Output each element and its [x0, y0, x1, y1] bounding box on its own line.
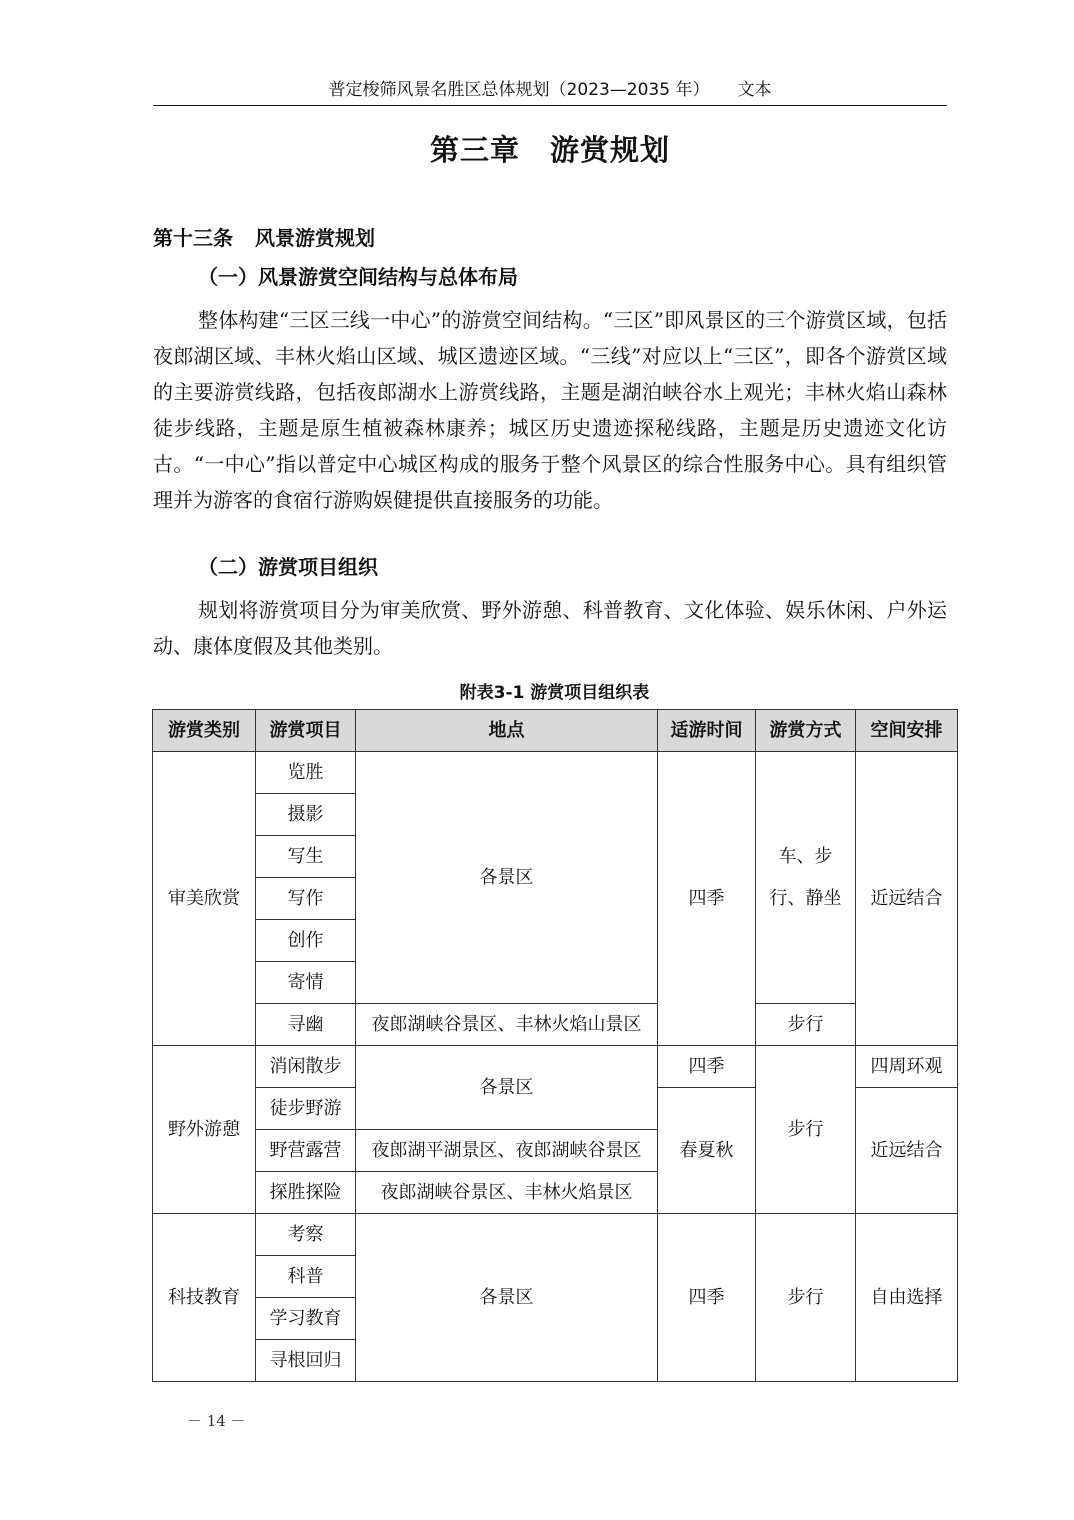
page-number: － 14 －	[187, 1412, 246, 1430]
article-title: 风景游赏规划	[255, 226, 375, 250]
document-title: 普定梭筛风景名胜区总体规划（2023—2035 年）	[328, 80, 710, 100]
season-cell: 春夏秋	[658, 1088, 756, 1214]
item-cell: 摄影	[256, 794, 356, 836]
item-cell: 写作	[256, 878, 356, 920]
mode-text: 车、步行、静坐	[769, 845, 842, 909]
header-season: 适游时间	[658, 710, 756, 752]
season-cell: 四季	[658, 752, 756, 1046]
chapter-number: 第三章	[429, 133, 520, 167]
section1-heading: （一）风景游赏空间结构与总体布局	[198, 265, 518, 289]
article-heading	[153, 222, 375, 254]
item-cell: 探胜探险	[256, 1172, 356, 1214]
tour-items-table	[152, 709, 958, 1382]
section2-heading: （二）游赏项目组织	[198, 555, 378, 579]
item-cell: 徒步野游	[256, 1088, 356, 1130]
item-cell: 考察	[256, 1214, 356, 1256]
section2-paragraph: 规划将游赏项目分为审美欣赏、野外游憩、科普教育、文化体验、娱乐休闲、户外运动、康体度假及其他类别。	[153, 598, 947, 658]
mode-cell: 步行	[756, 1046, 856, 1214]
category-cell: 科技教育	[153, 1214, 256, 1382]
space-cell: 近远结合	[856, 1088, 958, 1214]
chapter-name: 游赏规划	[550, 133, 671, 167]
location-cell: 夜郎湖峡谷景区、丰林火焰山景区	[356, 1004, 658, 1046]
header-space: 空间安排	[856, 710, 958, 752]
header-category: 游赏类别	[153, 710, 256, 752]
mode-cell: 步行	[756, 1214, 856, 1382]
item-cell: 寻幽	[256, 1004, 356, 1046]
season-cell: 四季	[658, 1214, 756, 1382]
location-cell: 夜郎湖峡谷景区、丰林火焰景区	[356, 1172, 658, 1214]
table-row	[153, 1004, 958, 1046]
season-cell: 四季	[658, 1046, 756, 1088]
space-cell: 四周环观	[856, 1046, 958, 1088]
space-cell: 自由选择	[856, 1214, 958, 1382]
location-cell: 各景区	[356, 1214, 658, 1382]
mode-cell: 步行	[756, 1004, 856, 1046]
article-number: 第十三条	[153, 226, 233, 250]
table-caption: 附表3-1 游赏项目组织表	[459, 683, 650, 703]
document-label: 文本	[737, 80, 772, 100]
table-row	[153, 1214, 958, 1256]
table-header-row	[153, 710, 958, 752]
category-cell: 审美欣赏	[153, 752, 256, 1046]
item-cell: 学习教育	[256, 1298, 356, 1340]
table-row	[153, 752, 958, 794]
header-location: 地点	[356, 710, 658, 752]
chapter-title	[153, 128, 947, 172]
item-cell: 创作	[256, 920, 356, 962]
header-item: 游赏项目	[256, 710, 356, 752]
section1-paragraph: 整体构建“三区三线一中心”的游赏空间结构。“三区”即风景区的三个游赏区域，包括夜郎湖区域、丰林火焰山区域、城区遗迹区域。“三线”对应以上“三区”，即各个游赏区域的主要游赏线路，包括夜郎湖水上游赏线路，主题是湖泊峡谷水上观光；丰林火焰山森林徒步线路，主题是原生植被森林康养；城区历史遗迹探秘线路，主题是历史遗迹文化访古。“一中心”指以普定中心城区构成的服务于整个风景区的综合性服务中心。具有组织管理并为游客的食宿行游购娱健提供直接服务的功能。	[153, 308, 947, 512]
space-cell: 近远结合	[856, 752, 958, 1046]
item-cell: 览胜	[256, 752, 356, 794]
item-cell: 写生	[256, 836, 356, 878]
location-cell: 各景区	[356, 1046, 658, 1130]
item-cell: 消闲散步	[256, 1046, 356, 1088]
header-mode: 游赏方式	[756, 710, 856, 752]
location-cell: 夜郎湖平湖景区、夜郎湖峡谷景区	[356, 1130, 658, 1172]
item-cell: 科普	[256, 1256, 356, 1298]
header-rule	[153, 105, 947, 106]
item-cell: 寄情	[256, 962, 356, 1004]
location-cell: 各景区	[356, 752, 658, 1004]
item-cell: 寻根回归	[256, 1340, 356, 1382]
mode-cell	[756, 752, 856, 1004]
table-row	[153, 1046, 958, 1088]
running-header	[153, 78, 947, 102]
item-cell: 野营露营	[256, 1130, 356, 1172]
category-cell: 野外游憩	[153, 1046, 256, 1214]
